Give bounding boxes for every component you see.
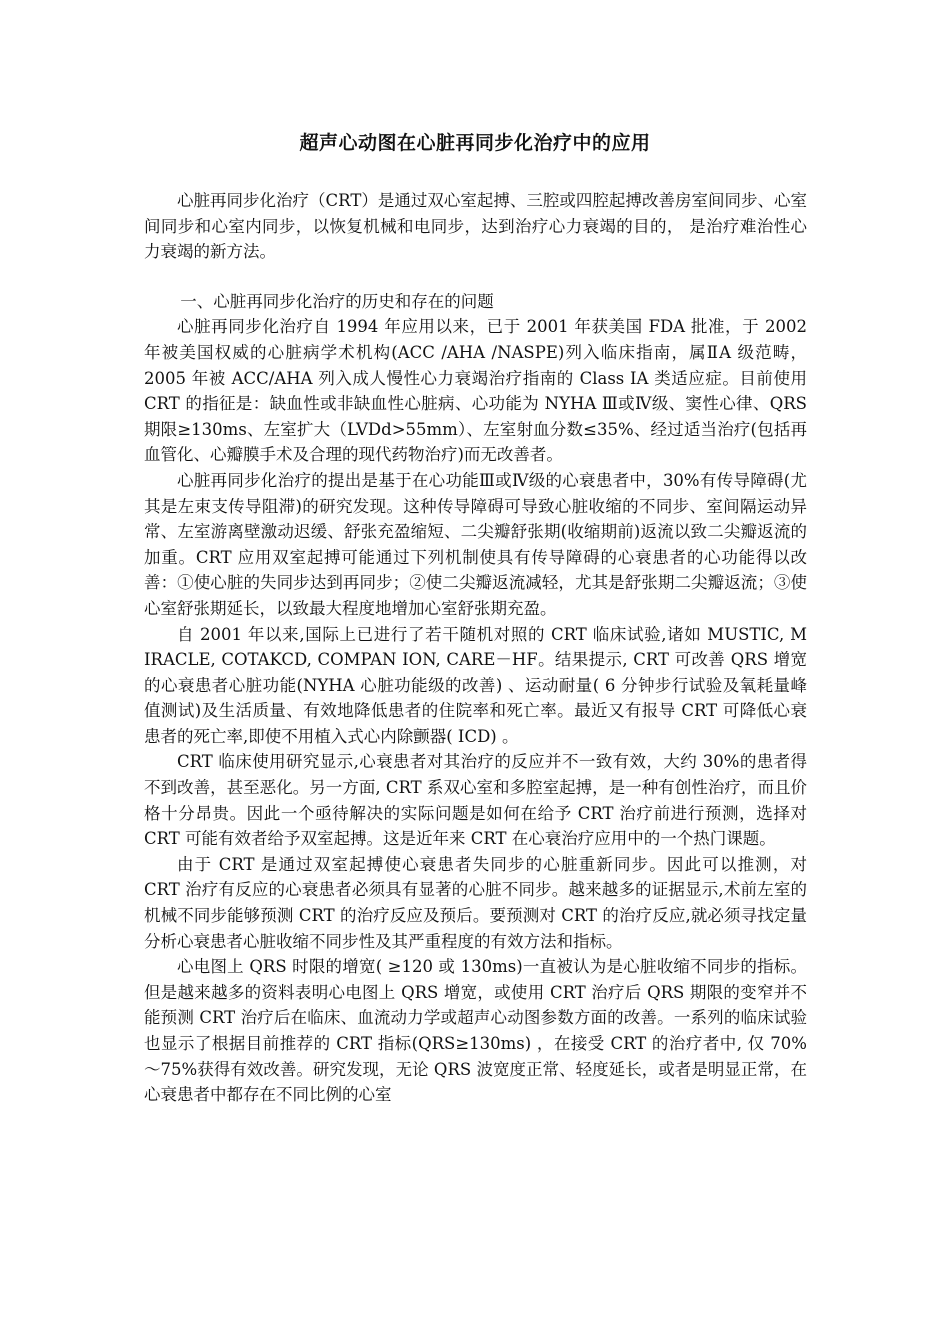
document-body (144, 188, 807, 1108)
body-paragraph: CRT 临床使用研究显示,心衰患者对其治疗的反应并不一致有效，大约 30%的患者得不到改善，甚至恶化。另一方面, CRT 系双心室和多腔室起搏，是一种有创性治疗，而且价格十分昂贵。因此一个亟待解决的实际问题是如何在给予 CRT 治疗前进行预测，选择对 CRT 可能有效者给予双室起搏。这是近年来 CRT 在心衰治疗应用中的一个热门课题。 (144, 752, 807, 849)
document-title: 超声心动图在心脏再同步化治疗中的应用 (299, 132, 651, 154)
section-heading: 一、心脏再同步化治疗的历史和存在的问题 (180, 291, 494, 311)
body-paragraph: 心脏再同步化治疗的提出是基于在心功能Ⅲ或Ⅳ级的心衰患者中，30%有传导障碍(尤其是左束支传导阻滞)的研究发现。这种传导障碍可导致心脏收缩的不同步、室间隔运动异常、左室游离壁激动迟缓、舒张充盈缩短、二尖瓣舒张期(收缩期前)返流以致二尖瓣返流的加重。CRT 应用双室起搏可能通过下列机制使具有传导障碍的心衰患者的心功能得以改善：①使心脏的失同步达到再同步；②使二尖瓣返流减轻，尤其是舒张期二尖瓣返流；③使心室舒张期延长，以致最大程度地增加心室舒张期充盈。 (144, 470, 807, 618)
body-paragraph: 自 2001 年以来,国际上已进行了若干随机对照的 CRT 临床试验,诸如 MUSTIC, M IRACLE, COTAKCD, COMPAN ION, CARE－HF。结果提示, CRT 可改善 QRS 增宽的心衰患者心脏功能(NYHA 心脏功能级的改善) 、运动耐量( 6 分钟步行试验及氧耗量峰值测试)及生活质量、有效地降低患者的住院率和死亡率。最近又有报导 CRT 可降低心衰患者的死亡率,即使不用植入式心内除颤器( ICD) 。 (144, 624, 807, 746)
body-paragraph: 由于 CRT 是通过双室起搏使心衰患者失同步的心脏重新同步。因此可以推测，对 CRT 治疗有反应的心衰患者必须具有显著的心脏不同步。越来越多的证据显示,术前左室的机械不同步能够预测 CRT 的治疗反应及预后。要预测对 CRT 的治疗反应,就必须寻找定量分析心衰患者心脏收缩不同步性及其严重程度的有效方法和指标。 (144, 854, 807, 951)
intro-paragraph: 心脏再同步化治疗（CRT）是通过双心室起搏、三腔或四腔起搏改善房室间同步、心室间同步和心室内同步，以恢复机械和电同步，达到治疗心力衰竭的目的， 是治疗难治性心力衰竭的新方法。 (144, 191, 807, 262)
body-paragraph: 心电图上 QRS 时限的增宽( ≥120 或 130ms)一直被认为是心脏收缩不同步的指标。但是越来越多的资料表明心电图上 QRS 增宽，或使用 CRT 治疗后 QRS 期限的变窄并不能预测 CRT 治疗后在临床、血流动力学或超声心动图参数方面的改善。一系列的临床试验也显示了根据目前推荐的 CRT 指标(QRS≥130ms) ，在接受 CRT 的治疗者中, 仅 70% ～75%获得有效改善。研究发现，无论 QRS 波宽度正常、轻度延长，或者是明显正常，在心衰患者中都存在不同比例的心室 (144, 957, 807, 1105)
body-paragraph: 心脏再同步化治疗自 1994 年应用以来，已于 2001 年获美国 FDA 批准，于 2002 年被美国权威的心脏病学术机构(ACC /AHA /NASPE)列入临床指南，属ⅡA 级范畴，2005 年被 ACC/AHA 列入成人慢性心力衰竭治疗指南的 Class IA 类适应症。目前使用 CRT 的指征是：缺血性或非缺血性心脏病、心功能为 NYHA Ⅲ或Ⅳ级、窦性心律、QRS 期限≥130ms、左室扩大（LVDd>55mm）、左室射血分数≤35%、经过适当治疗(包括再血管化、心瓣膜手术及合理的现代药物治疗)而无改善者。 (144, 317, 807, 465)
